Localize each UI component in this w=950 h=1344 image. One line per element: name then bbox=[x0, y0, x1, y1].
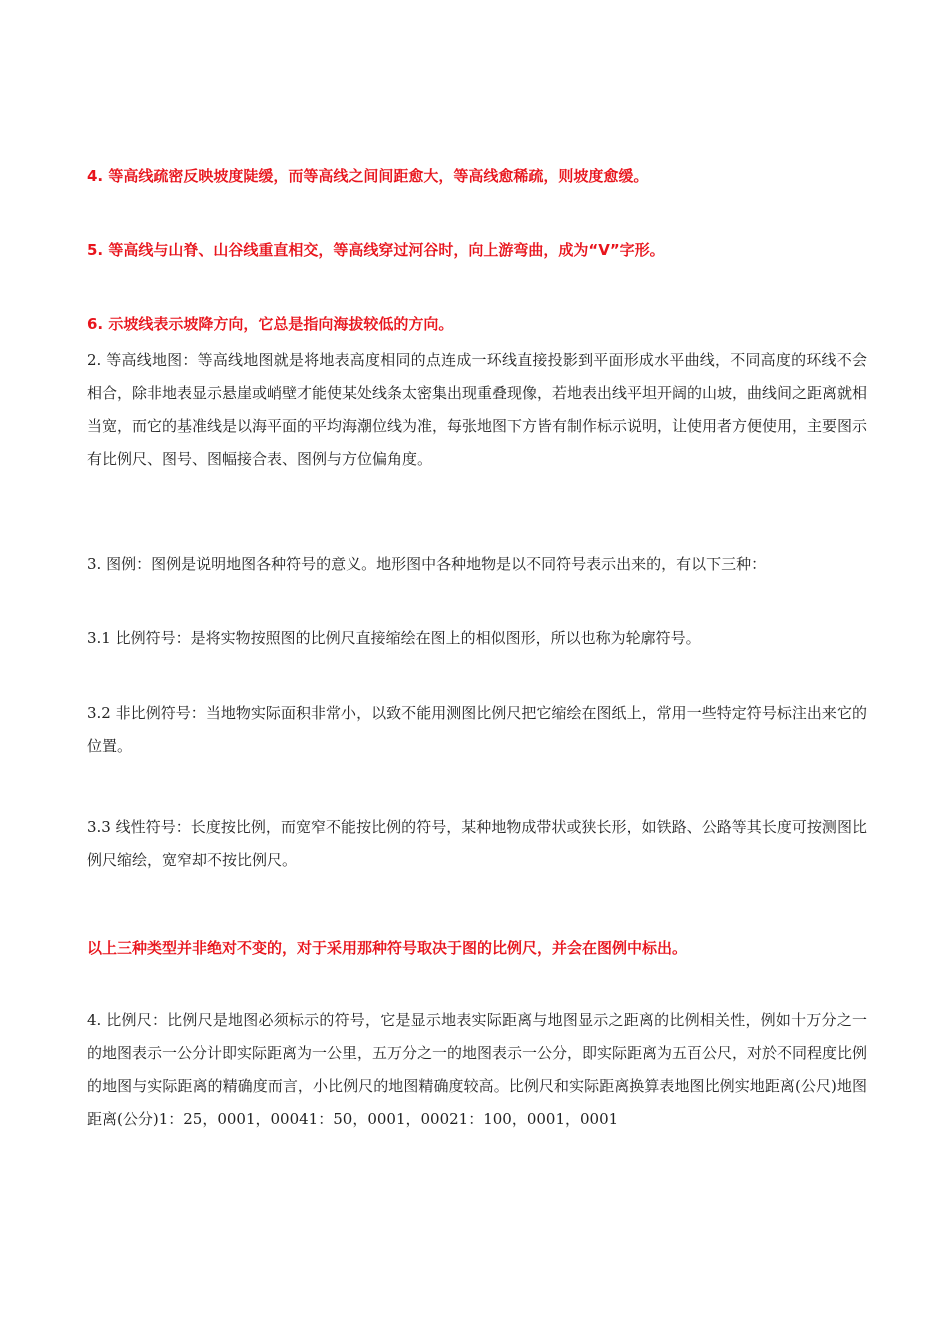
red-note-5: 5. 等高线与山脊、山谷线重直相交，等高线穿过河谷时，向上游弯曲，成为“V”字形。 bbox=[87, 241, 665, 259]
paragraph-legend: 3. 图例：图例是说明地图各种符号的意义。地形图中各种地物是以不同符号表示出来的，有以下三种： bbox=[87, 555, 767, 573]
red-summary: 以上三种类型并非绝对不变的，对于采用那种符号取决于图的比例尺，并会在图例中标出。 bbox=[87, 939, 688, 957]
red-note-4: 4. 等高线疏密反映坡度陡缓，而等高线之间间距愈大，等高线愈稀疏，则坡度愈缓。 bbox=[87, 167, 649, 185]
paragraph-contour-map: 2. 等高线地图：等高线地图就是将地表高度相同的点连成一环线直接投影到平面形成水平曲线，不同高度的环线不会相合，除非地表显示悬崖或峭壁才能使某处线条太密集出现重叠现像，若地表出线平坦开阔的山坡，曲线间之距离就相当宽，而它的基准线是以海平面的平均海潮位线为准，每张地图下方皆有制作标示说明，让使用者方便使用，主要图示有比例尺、图号、图幅接合表、图例与方位偏角度。 bbox=[87, 351, 868, 468]
paragraph-non-scale-symbol: 3.2 非比例符号：当地物实际面积非常小，以致不能用测图比例尺把它缩绘在图纸上，常用一些特定符号标注出来它的位置。 bbox=[87, 704, 867, 755]
paragraph-scale: 4. 比例尺：比例尺是地图必须标示的符号，它是显示地表实际距离与地图显示之距离的比例相关性，例如十万分之一的地图表示一公分计即实际距离为一公里，五万分之一的地图表示一公分，即实际距离为五百公尺，对於不同程度比例的地图与实际距离的精确度而言，小比例尺的地图精确度较高。比例尺和实际距离换算表地图比例实地距离(公尺)地图距离(公分)1：25，0001，00041：50，0001，00021：100，0001，0001 bbox=[87, 1011, 868, 1128]
paragraph-scale-symbol: 3.1 比例符号：是将实物按照图的比例尺直接缩绘在图上的相似图形，所以也称为轮廓符号。 bbox=[87, 629, 701, 647]
paragraph-linear-symbol: 3.3 线性符号：长度按比例，而宽窄不能按比例的符号，某种地物成带状或狭长形，如铁路、公路等其长度可按测图比例尺缩绘，宽窄却不按比例尺。 bbox=[87, 818, 867, 869]
red-note-6: 6. 示坡线表示坡降方向，它总是指向海拔较低的方向。 bbox=[87, 315, 454, 333]
